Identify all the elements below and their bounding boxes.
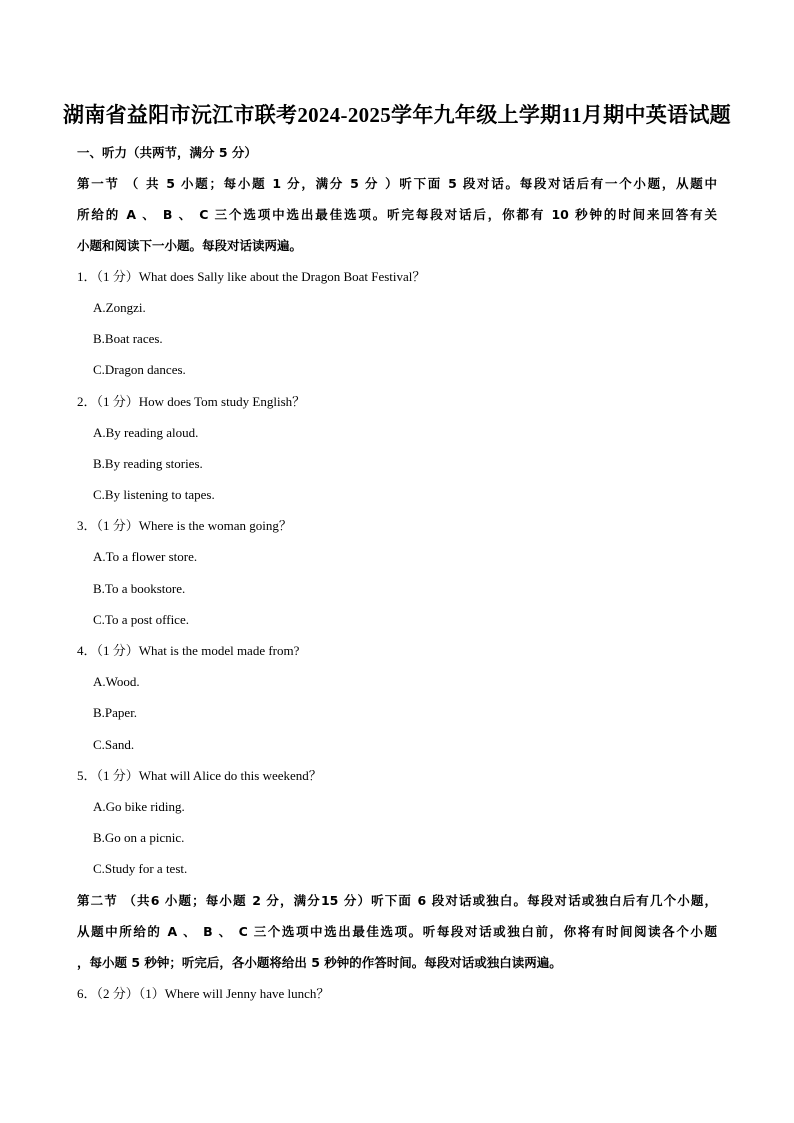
part2-instruction-line-3: ，每小题 5 秒钟；听完后，各小题将给出 5 秒钟的作答时间。每段对话或独白读两遍。 [77, 955, 562, 970]
question-stem: 1．（1 分）What does Sally like about the Dragon Boat Festival？ [77, 269, 426, 284]
part2-instruction-line-1: 第二节 （共6 小题；每小题 2 分，满分15 分）听下面 6 段对话或独白。每段对话或独白后有几个小题， [77, 893, 717, 908]
option-b: B.Paper. [93, 705, 138, 720]
option-c: C.Dragon dances. [93, 362, 186, 377]
option-a: A.Wood. [93, 674, 140, 689]
part1-instruction-line-3: 小题和阅读下一小题。每段对话读两遍。 [77, 238, 303, 253]
option-a: A.Zongzi. [93, 300, 146, 315]
part2-instruction-line-2: 从题中所给的 A 、 B 、 C 三个选项中选出最佳选项。听每段对话或独白前，你将有时间阅读各个小题 [77, 924, 717, 939]
option-c: C.Sand. [93, 737, 135, 752]
option-b: B.Go on a picnic. [93, 830, 185, 845]
question-stem: 6．（2 分）（1）Where will Jenny have lunch？ [77, 986, 330, 1001]
option-b: B.To a bookstore. [93, 581, 186, 596]
section-heading: 一、听力（共两节，满分 5 分） [77, 145, 257, 160]
part1-instruction-line-1: 第一节 （ 共 5 小题；每小题 1 分，满分 5 分 ）听下面 5 段对话。每段对话后有一个小题，从题中 [77, 176, 717, 191]
question-stem: 4．（1 分）What is the model made from? [77, 643, 300, 658]
option-c: C.Study for a test. [93, 861, 188, 876]
question-stem: 5．（1 分）What will Alice do this weekend？ [77, 768, 322, 783]
option-c: C.By listening to tapes. [93, 487, 215, 502]
option-a: A.Go bike riding. [93, 799, 185, 814]
option-b: B.By reading stories. [93, 456, 203, 471]
question-stem: 3．（1 分）Where is the woman going？ [77, 518, 292, 533]
page-title: 湖南省益阳市沅江市联考2024-2025学年九年级上学期11月期中英语试题 [63, 103, 731, 127]
option-a: A.To a flower store. [93, 549, 198, 564]
option-b: B.Boat races. [93, 331, 163, 346]
part1-instruction-line-2: 所给的 A 、 B 、 C 三个选项中选出最佳选项。听完每段对话后，你都有 10 秒钟的时间来回答有关 [77, 207, 717, 222]
option-c: C.To a post office. [93, 612, 189, 627]
question-stem: 2．（1 分）How does Tom study English？ [77, 394, 306, 409]
option-a: A.By reading aloud. [93, 425, 199, 440]
